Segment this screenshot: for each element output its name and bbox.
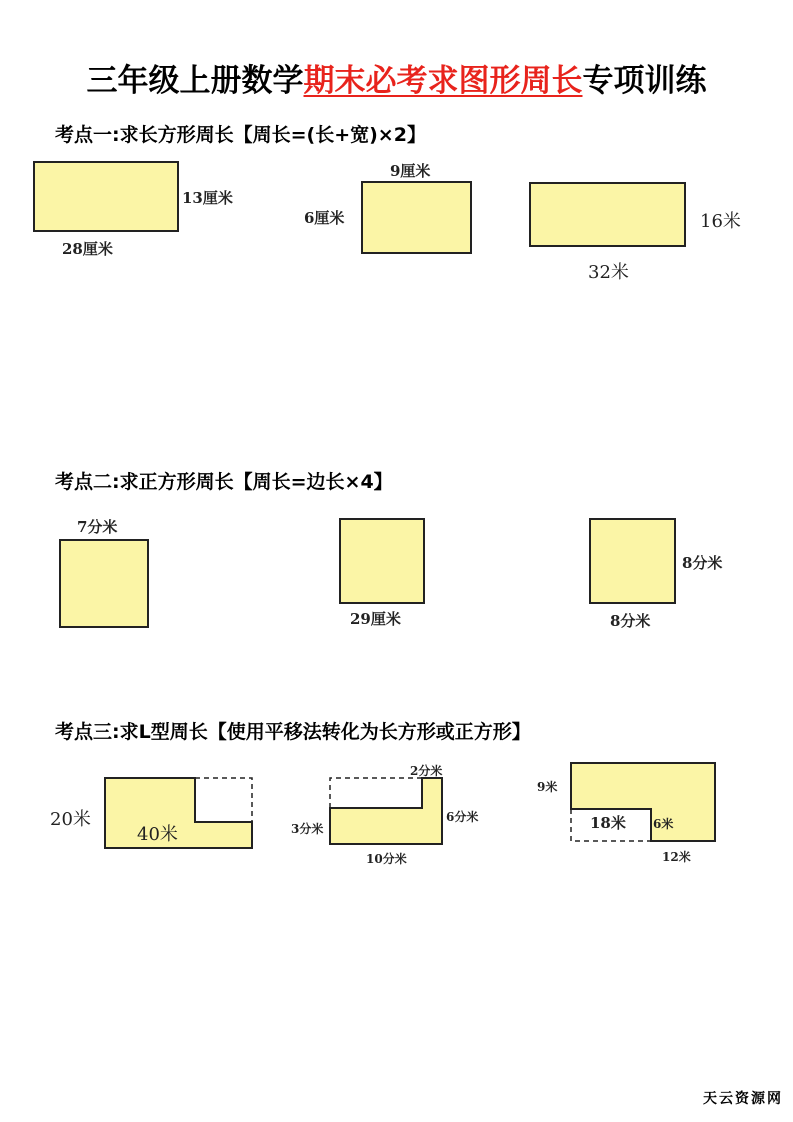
l-shape-2-right-label: 6分米: [446, 810, 479, 824]
rectangle-3-height-label: 16米: [700, 211, 741, 232]
rectangle-1: [33, 161, 179, 232]
l-shape-3-inner-label: 18米: [590, 814, 626, 832]
rectangle-1-height-label: 13厘米: [182, 189, 233, 207]
rectangle-2: [361, 181, 472, 254]
l-shape-3: [566, 760, 726, 850]
rectangle-2-width-label: 9厘米: [390, 162, 431, 180]
square-3: [589, 518, 676, 604]
watermark: 天云资源网: [703, 1091, 783, 1107]
square-1-side-label: 7分米: [77, 518, 118, 536]
l-shape-1-height-label: 20米: [50, 809, 91, 830]
title-part2: 专项训练: [582, 63, 707, 99]
l-shape-2: [325, 775, 450, 850]
page-title: [0, 55, 793, 100]
rectangle-2-height-label: 6厘米: [304, 209, 345, 227]
rectangle-3-width-label: 32米: [588, 262, 629, 283]
square-3-bottom-label: 8分米: [610, 612, 651, 630]
l-shape-2-top-label: 2分米: [410, 764, 443, 778]
title-highlight: 期末必考求图形周长: [303, 63, 583, 99]
square-2: [339, 518, 425, 604]
l-shape-3-bottom-label: 12米: [662, 850, 691, 864]
rectangle-3: [529, 182, 686, 247]
square-1: [59, 539, 149, 628]
square-3-right-label: 8分米: [682, 554, 723, 572]
section-3-heading: 考点三:求L型周长【使用平移法转化为长方形或正方形】: [55, 721, 531, 743]
rectangle-1-width-label: 28厘米: [62, 240, 113, 258]
square-2-side-label: 29厘米: [350, 610, 401, 628]
title-part1: 三年级上册数学: [86, 63, 304, 99]
section-1-heading: 考点一:求长方形周长【周长=(长+宽)×2】: [55, 124, 426, 146]
l-shape-3-left-label: 9米: [537, 780, 558, 794]
section-2-heading: 考点二:求正方形周长【周长=边长×4】: [55, 471, 393, 493]
l-shape-2-bottom-label: 10分米: [366, 852, 407, 866]
l-shape-1-width-label: 40米: [137, 824, 178, 845]
l-shape-2-left-label: 3分米: [291, 822, 324, 836]
l-shape-1: [100, 775, 260, 855]
l-shape-3-notch-label: 6米: [653, 817, 674, 831]
